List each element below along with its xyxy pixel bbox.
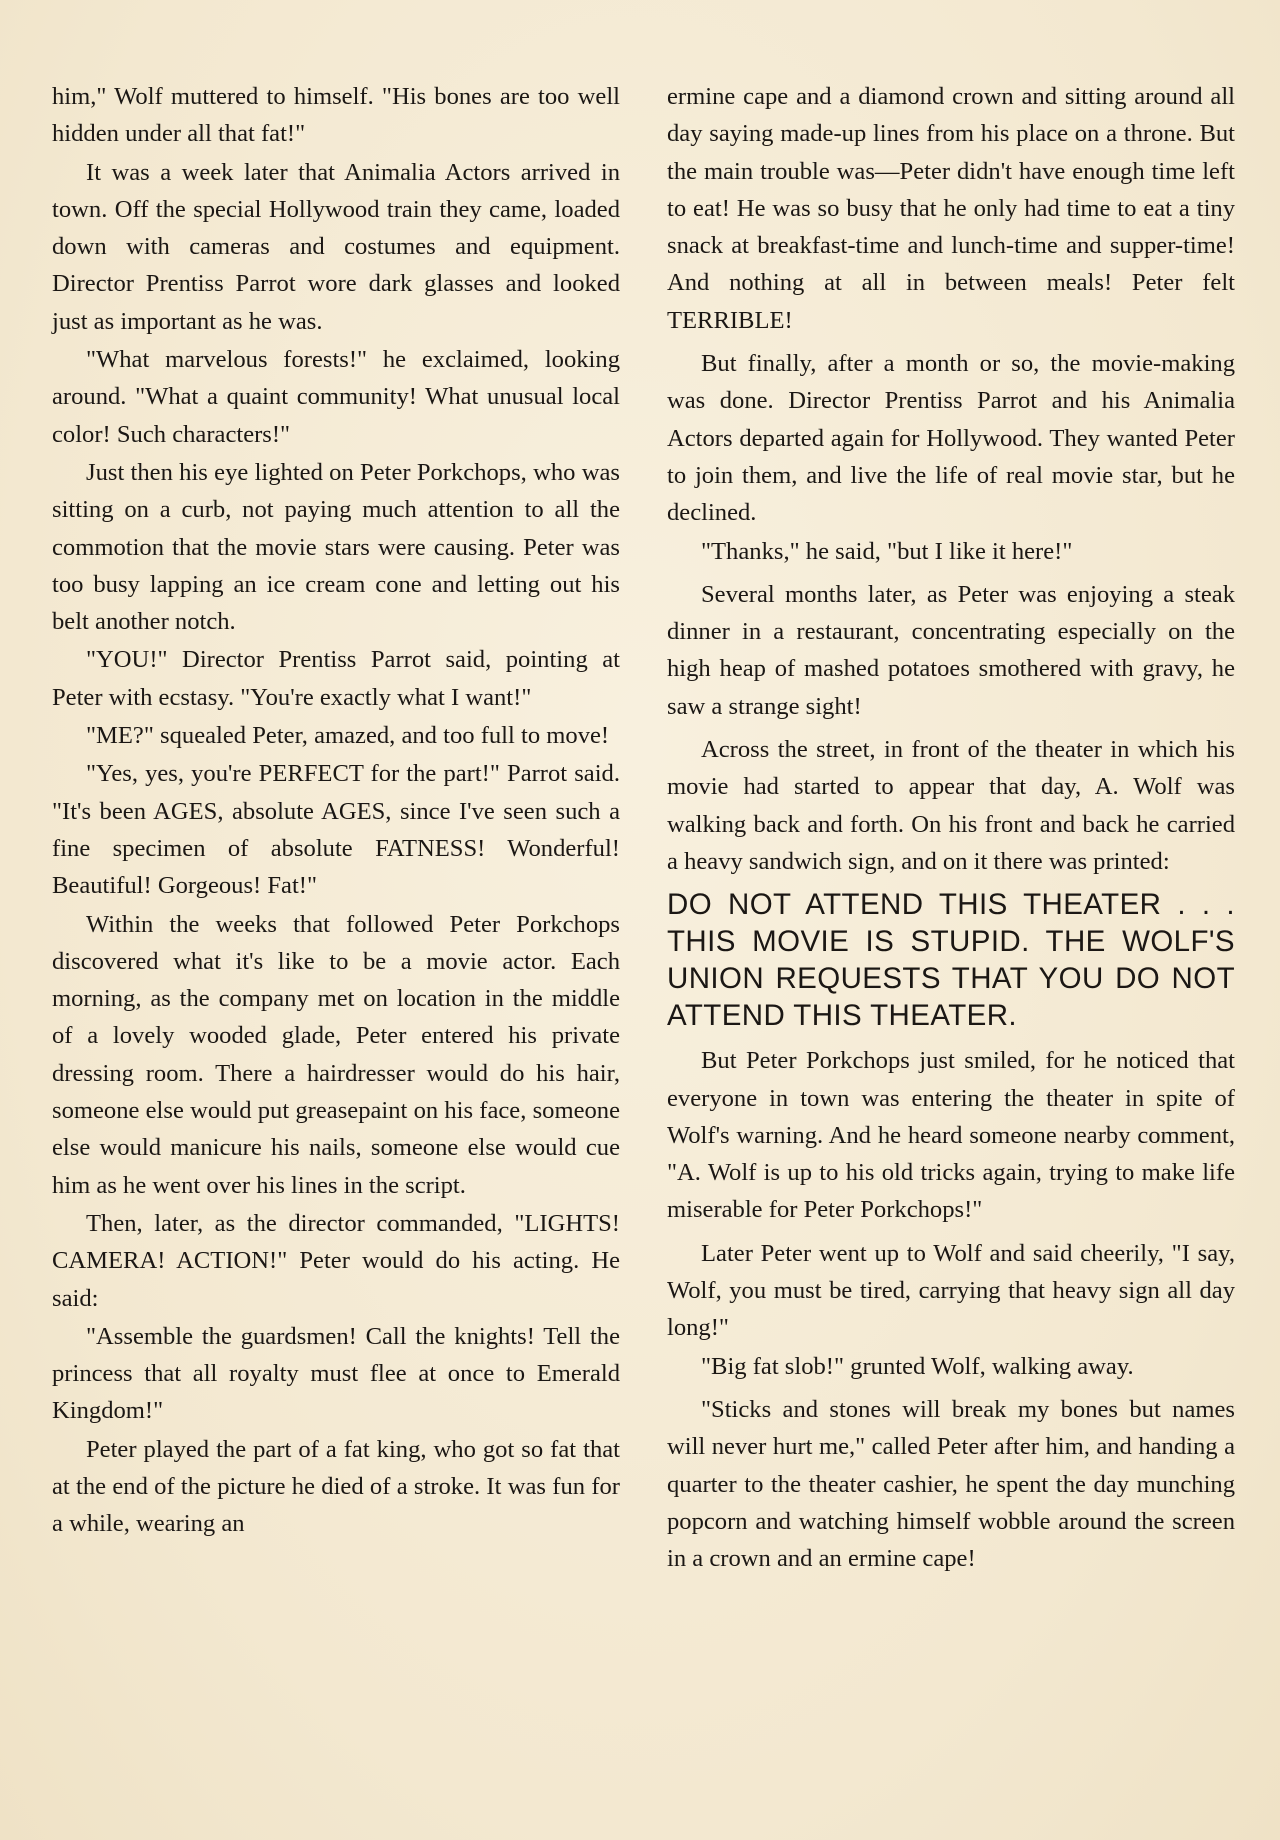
- paragraph: Later Peter went up to Wolf and said cheerily, "I say, Wolf, you must be tired, carrying that heavy sign all day long!": [667, 1239, 1235, 1342]
- paragraph: Within the weeks that followed Peter Porkchops discovered what it's like to be a movie actor. Each morning, as the company met on location in the middle of a lovely wooded glade, Peter entered his private dressing room. There a hairdresser would do his hair, someone else would put greasepaint on his face, someone else would manicure his nails, someone else would cue him as he went over his lines in the script.: [52, 910, 620, 1199]
- paragraph: Several months later, as Peter was enjoying a steak dinner in a restaurant, concentrating especially on the high heap of mashed potatoes smothered with gravy, he saw a strange sight!: [667, 580, 1235, 720]
- paragraph: "YOU!" Director Prentiss Parrot said, pointing at Peter with ecstasy. "You're exactly what I want!": [52, 646, 620, 711]
- paragraph: Peter played the part of a fat king, who got so fat that at the end of the picture he died of a stroke. It was fun for a while, wearing an: [52, 1435, 620, 1538]
- paragraph: It was a week later that Animalia Actors arrived in town. Off the special Hollywood train they came, loaded down with cameras and costumes and equipment. Director Prentiss Parrot wore dark glasses and looked just as important as he was.: [52, 158, 620, 335]
- paragraph: But Peter Porkchops just smiled, for he noticed that everyone in town was entering the theater in spite of Wolf's warning. And he heard someone nearby comment, "A. Wolf is up to his old tricks again, trying to make life miserable for Peter Porkchops!": [667, 1047, 1235, 1224]
- paragraph: Then, later, as the director commanded, "LIGHTS! CAMERA! ACTION!" Peter would do his acting. He said:: [52, 1209, 620, 1312]
- paragraph: Just then his eye lighted on Peter Porkchops, who was sitting on a curb, not paying much attention to all the commotion that the movie stars were causing. Peter was too busy lapping an ice cream cone and letting out his belt another notch.: [52, 458, 620, 636]
- paragraph: "Thanks," he said, "but I like it here!": [701, 537, 1073, 565]
- paragraph: But finally, after a month or so, the movie-making was done. Director Prentiss Parrot and his Animalia Actors departed again for Hollywood. They wanted Peter to join them, and live the life of real movie star, but he declined.: [667, 350, 1235, 527]
- paragraph: "Yes, yes, you're PERFECT for the part!" Parrot said. "It's been AGES, absolute AGES, since I've seen such a fine specimen of absolute FATNESS! Wonderful! Beautiful! Gorgeous! Fat!": [52, 760, 620, 900]
- paragraph: ermine cape and a diamond crown and sitting around all day saying made-up lines from his place on a throne. But the main trouble was—Peter didn't have enough time left to eat! He was so busy that he only had time to eat a tiny snack at breakfast-time and lunch-time and supper-time! And nothing at all in between meals! Peter felt TERRIBLE!: [667, 83, 1235, 334]
- paragraph: "Sticks and stones will break my bones but names will never hurt me," called Peter after him, and handing a quarter to the theater cashier, he spent the day munching popcorn and watching himself wobble around the screen in a crown and an ermine cape!: [667, 1395, 1235, 1573]
- paragraph: Across the street, in front of the theater in which his movie had started to appear that day, A. Wolf was walking back and forth. On his front and back he carried a heavy sandwich sign, and on it there was printed:: [667, 736, 1235, 875]
- sandwich-sign-text: DO NOT ATTEND THIS THEATER . . . THIS MOVIE IS STUPID. THE WOLF'S UNION REQUESTS THAT YOU DO NOT ATTEND THIS THEATER.: [667, 888, 1235, 1033]
- right-column: [667, 78, 1235, 1578]
- left-column: [52, 78, 620, 1544]
- paragraph: "What marvelous forests!" he exclaimed, looking around. "What a quaint community! What unusual local color! Such characters!": [52, 346, 620, 448]
- paragraph: "ME?" squealed Peter, amazed, and too full to move!: [86, 722, 610, 750]
- paragraph: him," Wolf muttered to himself. "His bones are too well hidden under all that fat!": [52, 83, 620, 148]
- paragraph: "Big fat slob!" grunted Wolf, walking away.: [701, 1352, 1134, 1380]
- paragraph: "Assemble the guardsmen! Call the knights! Tell the princess that all royalty must flee at once to Emerald Kingdom!": [52, 1322, 620, 1425]
